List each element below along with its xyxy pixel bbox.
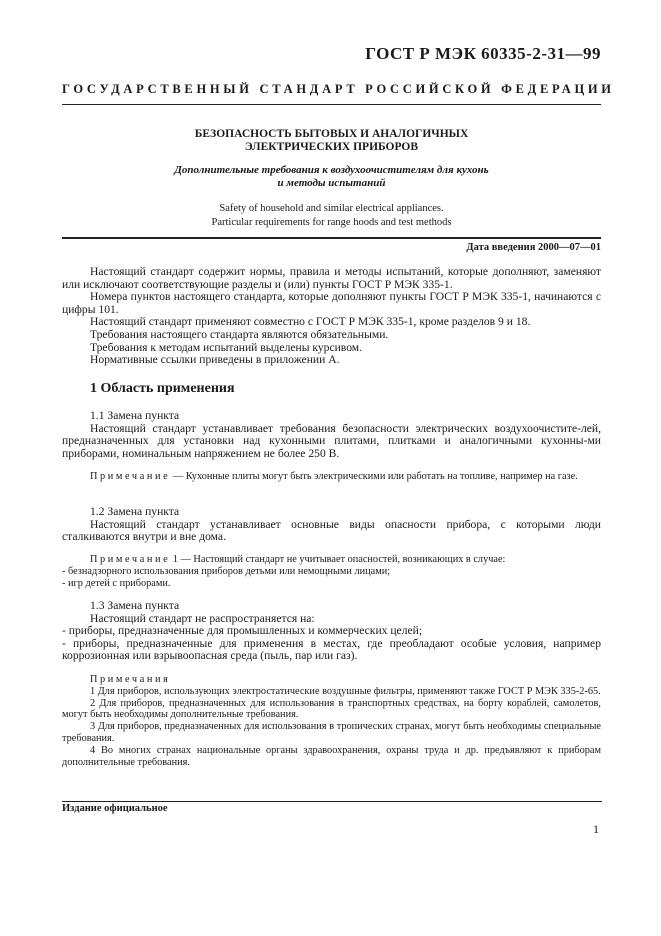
note-paragraph (62, 554, 601, 566)
header-divider (62, 104, 601, 105)
note-text: 1 — Настоящий стандарт не учитывает опасностей, возникающих в случае: (170, 554, 506, 565)
clause-list-item: - приборы, предназначенные для применения в местах, где преобладают особые условия, например коррозионная или взрывоопасная среда (пыль, пар или газ). (62, 636, 601, 663)
clause-text: Настоящий стандарт не распространяется на: (90, 611, 315, 625)
note-list-item: - игр детей с приборами. (62, 577, 171, 589)
clause-1-1 (62, 410, 601, 460)
title-line-2: ЭЛЕКТРИЧЕСКИХ ПРИБОРОВ (244, 141, 419, 153)
clause-text: Настоящий стандарт устанавливает требования безопасности электрических воздухоочистите-лей, предназначенных для установки над кухонными плитами, плитками и аналогичными кухонны-ми приборами, номинальным напряжением не более 250 В. (62, 421, 601, 460)
clause-text: Настоящий стандарт устанавливает основные виды опасности прибора, с которыми люди сталкиваются внутри и вне дома. (62, 517, 601, 544)
organization-title: ГОСУДАРСТВЕННЫЙ СТАНДАРТ РОССИЙСКОЙ ФЕДЕРАЦИИ (62, 82, 615, 96)
clause-title: 1.3 Замена пункта (90, 599, 180, 612)
footer-divider (62, 801, 602, 802)
title-line-1: БЕЗОПАСНОСТЬ БЫТОВЫХ И АНАЛОГИЧНЫХ (194, 128, 469, 140)
page-number: 1 (593, 822, 599, 836)
note-item: 3 Для приборов, предназначенных для использования в тропических странах, могут быть необходимы специальные требования. (62, 721, 601, 744)
note-item: 4 Во многих странах национальные органы здравоохранения, охраны труда и др. предъявляют к приборам дополнительные требования. (62, 744, 601, 768)
subtitle-line-1: Дополнительные требования к воздухоочистителям для кухонь (174, 164, 489, 176)
intro-paragraph: Требования к методам испытаний выделены курсивом. (90, 340, 363, 354)
clause-title: 1.2 Замена пункта (90, 505, 180, 518)
clause-title: 1.1 Замена пункта (90, 409, 180, 422)
intro-paragraph: Требования настоящего стандарта являются обязательными. (90, 327, 389, 341)
title-divider (62, 237, 601, 239)
note-1-2 (62, 554, 601, 589)
intro-paragraph: Настоящий стандарт содержит нормы, правила и методы испытаний, которые дополняют, заменяют или исключают соответствующие разделы и (или) пункты ГОСТ Р МЭК 335-1. (62, 265, 601, 291)
subtitle-line-2: и методы испытаний (277, 177, 386, 189)
edition-label: Издание официальное (62, 803, 168, 814)
clause-list-item: - приборы, предназначенные для промышленных и коммерческих целей; (62, 624, 423, 638)
intro-paragraph: Настоящий стандарт применяют совместно с ГОСТ Р МЭК 335-1, кроме разделов 9 и 18. (90, 315, 531, 329)
note-text: — Кухонные плиты могут быть электрическими или работать на топливе, например на газе. (170, 471, 578, 482)
section-heading: 1 Область применения (90, 381, 235, 396)
document-code: ГОСТ Р МЭК 60335-2-31—99 (365, 44, 601, 63)
clause-1-3 (62, 600, 601, 663)
note-item: 1 Для приборов, использующих электростатические воздушные фильтры, применяют также ГОСТ Р МЭК 335-2-65. (90, 685, 601, 697)
intro-paragraph: Нормативные ссылки приведены в приложении А. (90, 353, 340, 367)
note-paragraph (62, 471, 601, 483)
english-title-line-1: Safety of household and similar electrical appliances. (219, 203, 444, 214)
note-list-item: - безнадзорного использования приборов детьми или немощными лицами; (62, 565, 391, 577)
note-1-1 (62, 471, 601, 483)
note-label: Примечание (90, 471, 171, 482)
introduction-block (62, 266, 601, 367)
notes-label-text: Примечания (90, 674, 171, 685)
introduction-date: Дата введения 2000—07—01 (466, 242, 601, 253)
english-title (62, 202, 601, 230)
note-label: Примечание (90, 554, 171, 565)
english-title-line-2: Particular requirements for range hoods and test methods (211, 217, 452, 228)
notes-1-3 (62, 674, 601, 768)
document-title (62, 128, 601, 154)
clause-1-2 (62, 506, 601, 544)
intro-paragraph: Номера пунктов настоящего стандарта, которые дополняют пункты ГОСТ Р МЭК 335-1, начинаются с цифры 101. (62, 290, 601, 316)
document-subtitle (62, 164, 601, 190)
note-item: 2 Для приборов, предназначенных для использования в транспортных средствах, на борту кораблей, самолетов, могут быть необходимы дополнительные требования. (62, 697, 601, 721)
notes-label (62, 674, 601, 686)
